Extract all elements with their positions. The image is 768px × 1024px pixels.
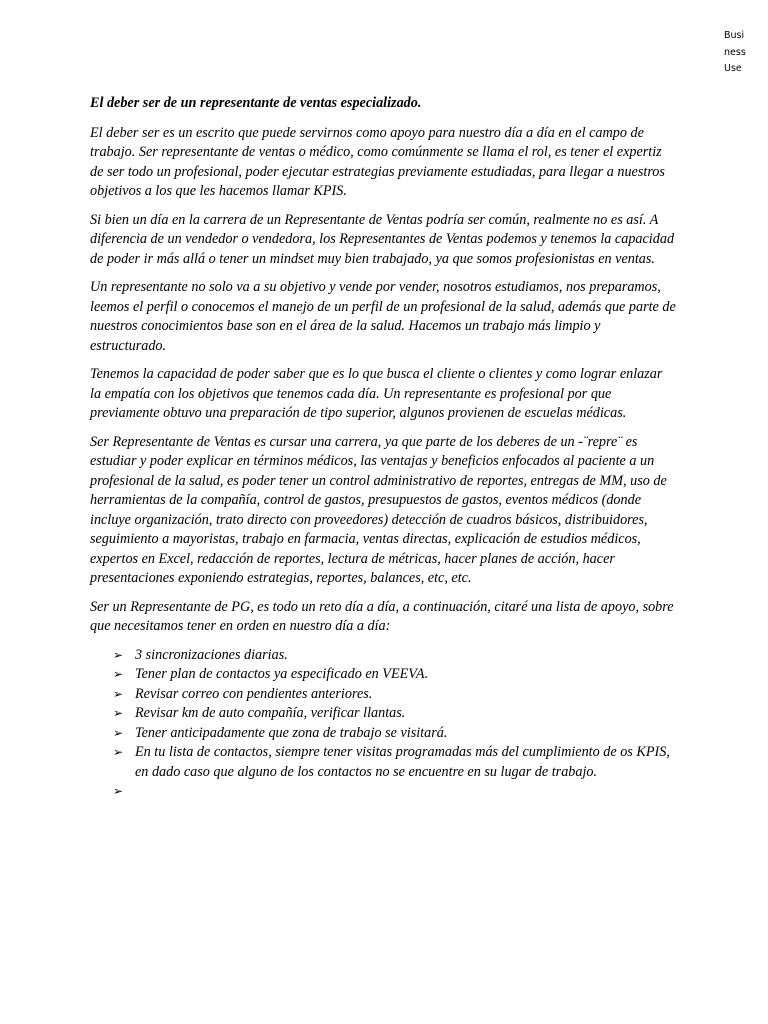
document-body [90, 94, 676, 802]
list-item [90, 646, 676, 666]
list-item [90, 743, 676, 782]
checklist [90, 646, 676, 802]
list-item-text: Tener plan de contactos ya especificado en VEEVA. [135, 666, 429, 682]
arrow-bullet-icon: ➢ [113, 706, 124, 720]
arrow-bullet-icon: ➢ [113, 784, 124, 798]
list-item-text: Revisar km de auto compañía, verificar llantas. [135, 705, 406, 721]
paragraph: Ser Representante de Ventas es cursar una carrera, ya que parte de los deberes de un -¨repre¨ es estudiar y poder explicar en términos médicos, las ventajas y beneficios enfocados al paciente a un profesional de la salud, es poder tener un control administrativo de reportes, entregas de MM, uso de herramientas de la compañía, control de gastos, presupuestos de gastos, eventos médicos (donde incluye organización, trato directo con proveedores) detección de cuadros básicos, distribuidores, seguimiento a mayoristas, trabajo en farmacia, ventas directas, explicación de estudios médicos, expertos en Excel, redacción de reportes, lectura de métricas, hacer planes de acción, hacer presentaciones exponiendo estrategias, reportes, balances, etc, etc. [90, 433, 667, 586]
list-item [90, 665, 676, 685]
arrow-bullet-icon: ➢ [113, 725, 124, 740]
list-item [90, 704, 676, 724]
paragraph: Tenemos la capacidad de poder saber que es lo que busca el cliente o clientes y como lograr enlazar la empatía con los objetivos que tenemos cada día. Un representante es profesional por que previamente obtuvo una preparación de tipo superior, algunos provienen de escuelas médicas. [90, 366, 663, 421]
arrow-bullet-icon: ➢ [113, 667, 124, 681]
list-item-text: 3 sincronizaciones diarias. [135, 646, 288, 663]
paragraph: Ser un Representante de PG, es todo un reto día a día, a continuación, citaré una lista de apoyo, sobre que necesitamos tener en orden en nuestro día a día: [90, 598, 674, 634]
list-item-empty [90, 782, 676, 802]
list-item-text: Tener anticipadamente que zona de trabajo se visitará. [135, 724, 448, 741]
list-item-text: Revisar correo con pendientes anteriores. [135, 685, 373, 702]
classification-label: Business Use [724, 30, 746, 74]
paragraph: Un representante no solo va a su objetivo y vende por vender, nosotros estudiamos, nos preparamos, leemos el perfil o conocemos el manejo de un perfil de un profesional de la salud, además que parte de nuestros conocimientos base son en el área de la salud. Hacemos un trabajo más limpio y estructurado. [90, 279, 676, 354]
arrow-bullet-icon: ➢ [113, 745, 124, 759]
list-item [90, 685, 676, 705]
paragraph: El deber ser es un escrito que puede servirnos como apoyo para nuestro día a día en el campo de trabajo. Ser representante de ventas o médico, como comúnmente se llama el rol, es tener el expertiz de ser todo un profesional, poder ejecutar estrategias previamente estudiadas, para llegar a nuestros objetivos a los que les hacemos llamar KPIS. [90, 124, 665, 199]
paragraph: Si bien un día en la carrera de un Representante de Ventas podría ser común, realmente no es así. A diferencia de un vendedor o vendedora, los Representantes de Ventas podemos y tenemos la capacidad de poder ir más allá o tener un mindset muy bien trabajado, ya que somos profesionistas en ventas. [90, 211, 675, 267]
document-title: El deber ser de un representante de ventas especializado. [90, 95, 422, 111]
arrow-bullet-icon: ➢ [113, 686, 124, 701]
arrow-bullet-icon: ➢ [113, 647, 124, 662]
list-item-text: En tu lista de contactos, siempre tener visitas programadas más del cumplimiento de os KPIS, en dado caso que alguno de los contactos no se encuentre en su lugar de trabajo. [135, 744, 670, 780]
list-item [90, 724, 676, 744]
